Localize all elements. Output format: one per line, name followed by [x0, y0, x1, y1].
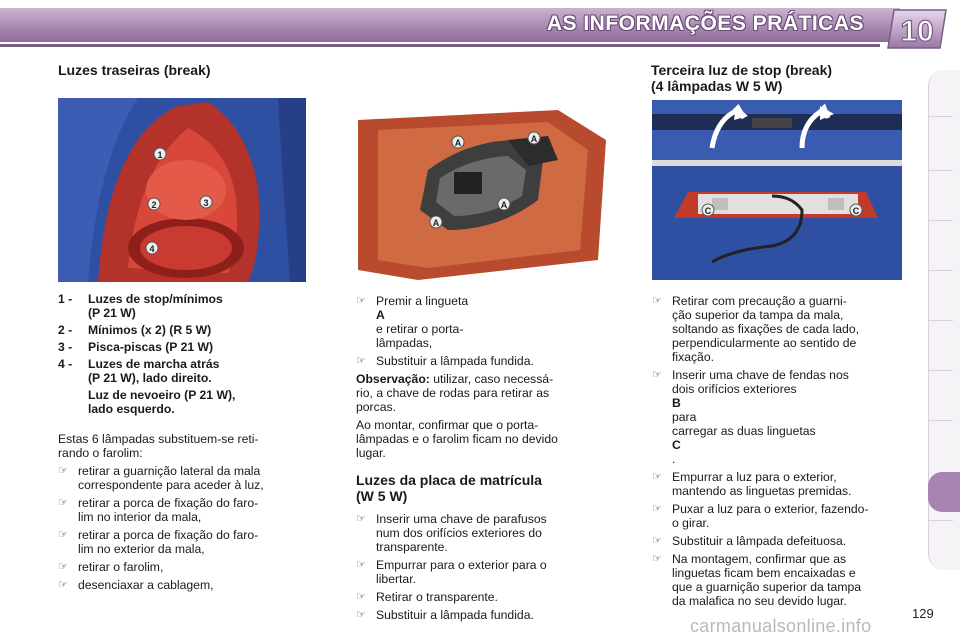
callout-4: 4: [149, 244, 155, 254]
callout-1: 1: [157, 150, 163, 160]
chapter-title: AS INFORMAÇÕES PRÁTICAS: [546, 12, 864, 35]
callout-3: 3: [203, 198, 209, 208]
lamp-holder-photo: [358, 100, 606, 280]
list-item: 1 - Luzes de stop/mínimos (P 21 W): [58, 292, 223, 320]
pointing-hand-icon: ☞: [356, 559, 366, 571]
pointing-hand-icon: ☞: [58, 465, 68, 477]
middle-procedure: [356, 294, 608, 626]
section-heading-plate-lights: Luzes da placa de matrícula (W 5 W): [356, 472, 542, 504]
rear-light-photo: [58, 98, 306, 282]
section-heading-rear-lights: Luzes traseiras (break): [58, 62, 211, 78]
list-item: 2 - Mínimos (x 2) (R 5 W): [58, 323, 212, 337]
intro-text: Estas 6 lâmpadas substituem-se reti- rando o farolim:: [58, 432, 259, 460]
pointing-hand-icon: ☞: [652, 535, 662, 547]
pointing-hand-icon: ☞: [356, 513, 366, 525]
callout-c: C: [852, 206, 860, 216]
list-item: ☞ Empurrar a luz para o exterior, mantendo as linguetas premidas.: [652, 470, 852, 498]
pointing-hand-icon: ☞: [356, 355, 366, 367]
callout-a: A: [530, 134, 538, 144]
pointing-hand-icon: ☞: [652, 553, 662, 565]
pointing-hand-icon: ☞: [652, 369, 662, 381]
list-item: ☞ Substituir a lâmpada fundida.: [356, 354, 534, 368]
list-item: ☞ Inserir uma chave de fendas nos dois orifícios exteriores B para carregar as duas linguetas C .: [652, 368, 849, 466]
chapter-number-badge: [886, 6, 948, 52]
list-item: ☞ Substituir a lâmpada fundida.: [356, 608, 534, 622]
list-item: ☞ retirar a porca de fixação do faro- lim no exterior da mala,: [58, 528, 259, 556]
list-item: ☞ retirar a porca de fixação do faro- lim no interior da mala,: [58, 496, 259, 524]
list-item: ☞ Puxar a luz para o exterior, fazendo- o girar.: [652, 502, 869, 530]
pointing-hand-icon: ☞: [652, 295, 662, 307]
left-procedure: [58, 432, 310, 596]
callout-a: A: [454, 138, 462, 148]
watermark: carmanualsonline.info: [690, 616, 872, 636]
list-item: 3 - Pisca-piscas (P 21 W): [58, 340, 214, 354]
pointing-hand-icon: ☞: [58, 529, 68, 541]
pointing-hand-icon: ☞: [58, 497, 68, 509]
right-procedure: [652, 294, 904, 612]
list-item: ☞ Inserir uma chave de parafusos num dos orifícios exteriores do transparente.: [356, 512, 547, 554]
list-item: ☞ retirar o farolim,: [58, 560, 164, 574]
list-item: ☞ desenciaxar a cablagem,: [58, 578, 214, 592]
observation-note: Observação: utilizar, caso necessá- rio, a chave de rodas para retirar as porcas.: [356, 372, 554, 414]
callout-a: A: [500, 200, 508, 210]
pointing-hand-icon: ☞: [356, 609, 366, 621]
callout-a: A: [432, 218, 440, 228]
pointing-hand-icon: ☞: [356, 295, 366, 307]
list-item: ☞ Empurrar para o exterior para o libertar.: [356, 558, 547, 586]
header-rule: [0, 44, 880, 47]
pointing-hand-icon: ☞: [58, 579, 68, 591]
list-item: ☞ Premir a lingueta A e retirar o porta- lâmpadas,: [356, 294, 469, 350]
list-item: ☞ Substituir a lâmpada defeituosa.: [652, 534, 847, 548]
list-item: ☞ Retirar o transparente.: [356, 590, 498, 604]
pointing-hand-icon: ☞: [652, 471, 662, 483]
pointing-hand-icon: ☞: [356, 591, 366, 603]
callout-2: 2: [151, 200, 157, 210]
page-number: 129: [912, 606, 934, 621]
bulb-list: [58, 292, 314, 419]
section-heading-third-brake-light: Terceira luz de stop (break) (4 lâmpadas W 5 W): [651, 62, 833, 94]
list-item: ☞ retirar a guarnição lateral da mala correspondente para aceder à luz,: [58, 464, 264, 492]
chapter-tab-active: [928, 472, 960, 512]
pointing-hand-icon: ☞: [58, 561, 68, 573]
list-item: 4 - Luzes de marcha atrás (P 21 W), lado direito.: [58, 357, 220, 385]
callout-c: C: [704, 206, 712, 216]
third-brake-light-photo: [652, 100, 902, 280]
pointing-hand-icon: ☞: [652, 503, 662, 515]
page-header: [0, 0, 960, 52]
list-item: ☞ Na montagem, confirmar que as linguetas ficam bem encaixadas e que a guarnição superior da tampa da malafica no seu devido lugar.: [652, 552, 862, 608]
list-item: ☞ Retirar com precaução a guarni- ção superior da tampa da mala, soltando as fixações de cada lado, perpendicularmente ao sentido de fixação.: [652, 294, 860, 364]
assembly-note: Ao montar, confirmar que o porta- lâmpadas e o farolim ficam no devido lugar.: [356, 418, 558, 460]
list-item-note: Luz de nevoeiro (P 21 W), lado esquerdo.: [88, 388, 236, 416]
chapter-number: 10: [900, 15, 934, 48]
